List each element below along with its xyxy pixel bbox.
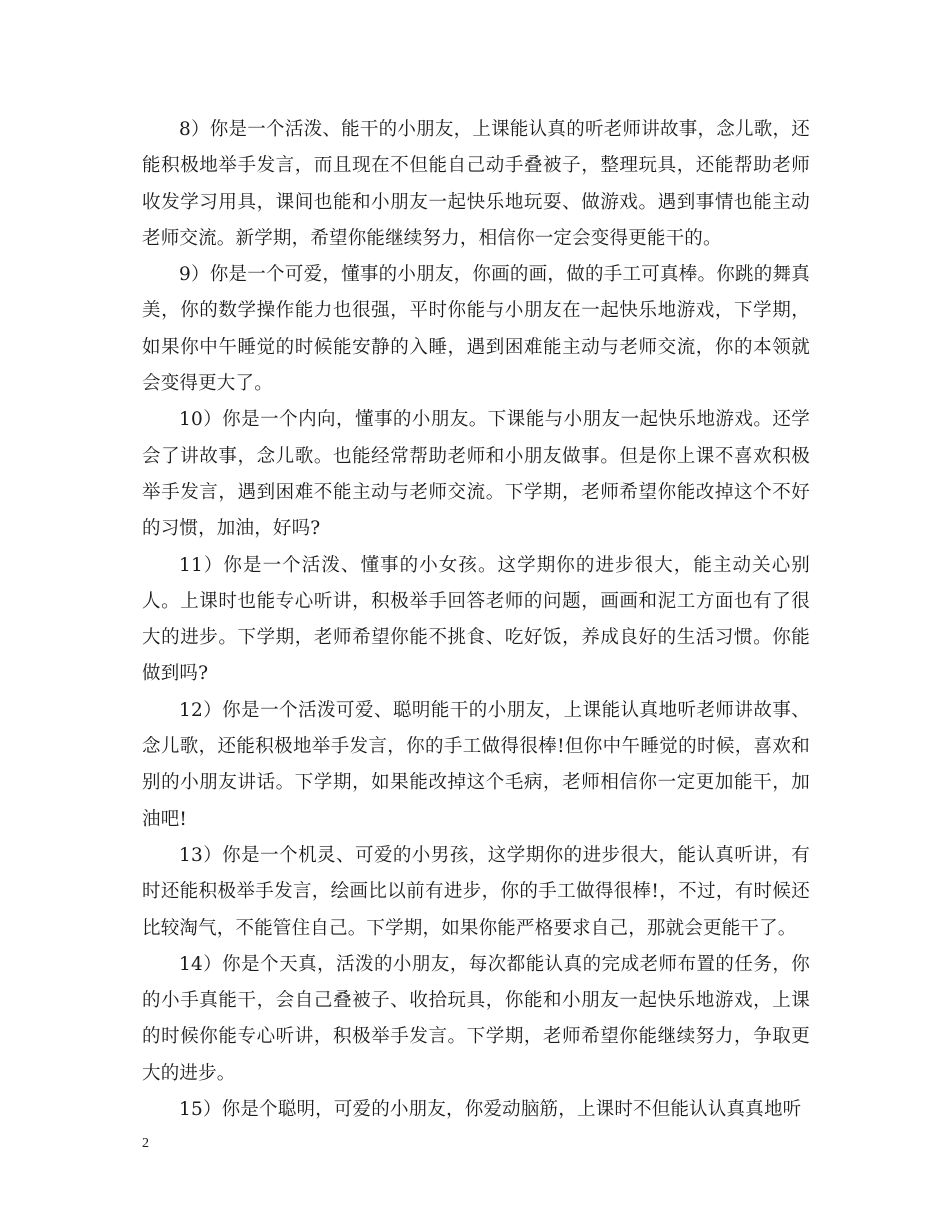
paragraph-12: 12）你是一个活泼可爱、聪明能干的小朋友，上课能认真地听老师讲故事、念儿歌，还能积极地举手发言，你的手工做得很棒!但你中午睡觉的时候，喜欢和别的小朋友讲话。下学期，如果能改掉这个毛病，老师相信你一定更加能干，加油吧!: [142, 699, 810, 830]
paragraph-15: 15）你是个聪明，可爱的小朋友，你爱动脑筋，上课时不但能认认真真地听: [179, 1099, 802, 1121]
paragraph-8: 8）你是一个活泼、能干的小朋友，上课能认真的听老师讲故事，念儿歌，还能积极地举手发言，而且现在不但能自己动手叠被子，整理玩具，还能帮助老师收发学习用具，课间也能和小朋友一起快乐地玩耍、做游戏。遇到事情也能主动老师交流。新学期，希望你能继续努力，相信你一定会变得更能干的。: [142, 119, 810, 249]
page-number: 2: [142, 1136, 149, 1151]
document-body: [142, 112, 810, 1128]
paragraph-9: 9）你是一个可爱，懂事的小朋友，你画的画，做的手工可真棒。你跳的舞真美，你的数学操作能力也很强，平时你能与小朋友在一起快乐地游戏，下学期，如果你中午睡觉的时候能安静的入睡，遇到困难能主动与老师交流，你的本领就会变得更大了。: [142, 264, 810, 395]
paragraph-10: 10）你是一个内向，懂事的小朋友。下课能与小朋友一起快乐地游戏。还学会了讲故事，念儿歌。也能经常帮助老师和小朋友做事。但是你上课不喜欢积极举手发言，遇到困难不能主动与老师交流。下学期，老师希望你能改掉这个不好的习惯，加油，好吗?: [142, 409, 810, 540]
paragraph-13: 13）你是一个机灵、可爱的小男孩，这学期你的进步很大，能认真听讲，有时还能积极举手发言，绘画比以前有进步，你的手工做得很棒!，不过，有时候还比较淘气，不能管住自己。下学期，如果你能严格要求自己，那就会更能干了。: [142, 844, 810, 939]
paragraph-14: 14）你是个天真，活泼的小朋友，每次都能认真的完成老师布置的任务，你的小手真能干，会自己叠被子、收拾玩具，你能和小朋友一起快乐地游戏，上课的时候你能专心听讲，积极举手发言。下学期，老师希望你能继续努力，争取更大的进步。: [142, 953, 810, 1084]
paragraph-11: 11）你是一个活泼、懂事的小女孩。这学期你的进步很大，能主动关心别人。上课时也能专心听讲，积极举手回答老师的问题，画画和泥工方面也有了很大的进步。下学期，老师希望你能不挑食、吃好饭，养成良好的生活习惯。你能做到吗?: [142, 554, 810, 685]
